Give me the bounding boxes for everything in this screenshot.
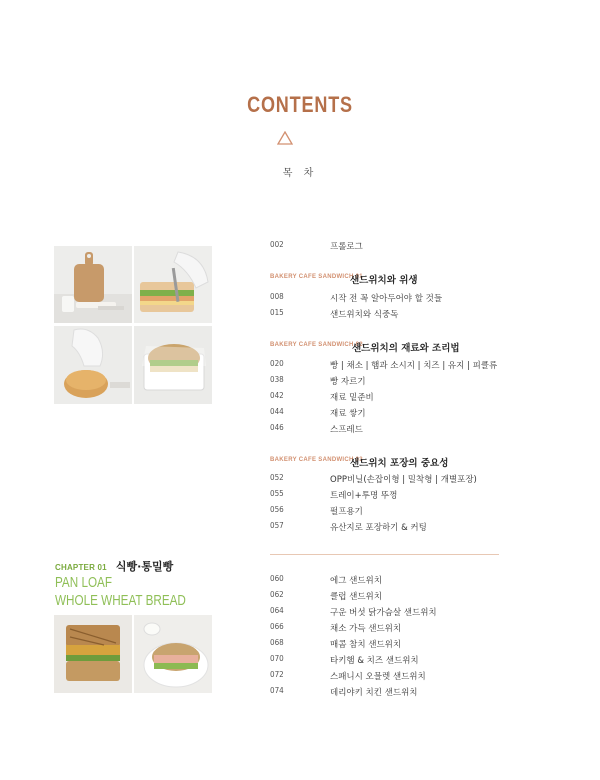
page-number: 052	[270, 473, 284, 482]
entry-title: 스프레드	[330, 425, 363, 435]
page-number: 070	[270, 654, 284, 663]
page-number: 020	[270, 359, 284, 368]
page-number: 062	[270, 590, 284, 599]
entry-title: 타키햄 & 치즈 샌드위치	[330, 656, 419, 666]
page-number: 064	[270, 606, 284, 615]
chapter-tag: CHAPTER 01	[55, 563, 107, 572]
page-number: 008	[270, 292, 284, 301]
page-number: 015	[270, 308, 284, 317]
chapter-title: 식빵·통밀빵	[115, 560, 174, 573]
page-number: 074	[270, 686, 284, 695]
page-number: 042	[270, 391, 284, 400]
section-title: 샌드위치의 재료와 조리법	[352, 343, 460, 354]
entry-title: 빵 자르기	[330, 377, 366, 387]
photo-cutting-board	[54, 246, 132, 323]
section-title: 샌드위치 포장의 중요성	[350, 458, 449, 469]
photo-grilled-sandwich	[54, 615, 132, 693]
page-number: 068	[270, 638, 284, 647]
entry-title: 프롤로그	[330, 242, 363, 252]
entry-title: 재료 밑준비	[330, 393, 374, 403]
chapter-english-line-1: PAN LOAF	[55, 574, 113, 591]
page-number: 046	[270, 423, 284, 432]
entry-title: 빵 | 채소 | 햄과 소시지 | 치즈 | 유지 | 피클류	[330, 361, 498, 371]
photo-gloved-hand-bun	[54, 326, 132, 404]
entry-title: 에그 샌드위치	[330, 576, 382, 586]
entry-title: 시작 전 꼭 알아두어야 할 것들	[330, 294, 443, 304]
page-number: 056	[270, 505, 284, 514]
page-number: 066	[270, 622, 284, 631]
chapter-heading	[55, 555, 173, 574]
entry-title: 구운 버섯 닭가슴살 샌드위치	[330, 608, 437, 618]
entry-title: 트레이+투명 뚜껑	[330, 491, 398, 501]
entry-title: 클럽 샌드위치	[330, 592, 382, 602]
photo-plated-sandwich	[134, 615, 212, 693]
entry-title: 유산지로 포장하기 & 커팅	[330, 523, 427, 533]
page-number: 002	[270, 240, 284, 249]
entry-title: 펄프용기	[330, 507, 363, 517]
entry-title: 채소 가득 샌드위치	[330, 624, 402, 634]
entry-title: 매콤 참치 샌드위치	[330, 640, 402, 650]
page-number: 060	[270, 574, 284, 583]
section-tag: BAKERY CAFE SANDWICH 01	[270, 274, 363, 280]
entry-title: 스패니시 오믈렛 샌드위치	[330, 672, 426, 682]
section-tag: BAKERY CAFE SANDWICH 03	[270, 457, 363, 463]
entry-title: OPP비닐(손잡이형 | 밀착형 | 개별포장)	[330, 475, 477, 485]
section-divider	[270, 554, 499, 555]
page-number: 055	[270, 489, 284, 498]
photo-cutting-sandwich	[134, 246, 212, 323]
entry-title: 재료 쌓기	[330, 409, 366, 419]
photo-packaged-sandwich	[134, 326, 212, 404]
page-number: 044	[270, 407, 284, 416]
page-number: 072	[270, 670, 284, 679]
section-tag: BAKERY CAFE SANDWICH 02	[270, 342, 363, 348]
chapter-english-line-2: WHOLE WHEAT BREAD	[55, 592, 186, 609]
page-subtitle: 목 차	[282, 168, 318, 179]
page-title: CONTENTS	[247, 92, 353, 117]
triangle-icon	[277, 131, 293, 145]
section-title: 샌드위치와 위생	[350, 275, 418, 286]
page-number: 038	[270, 375, 284, 384]
entry-title: 샌드위치와 식중독	[330, 310, 399, 320]
page-number: 057	[270, 521, 284, 530]
entry-title: 데리야키 치킨 샌드위치	[330, 688, 418, 698]
